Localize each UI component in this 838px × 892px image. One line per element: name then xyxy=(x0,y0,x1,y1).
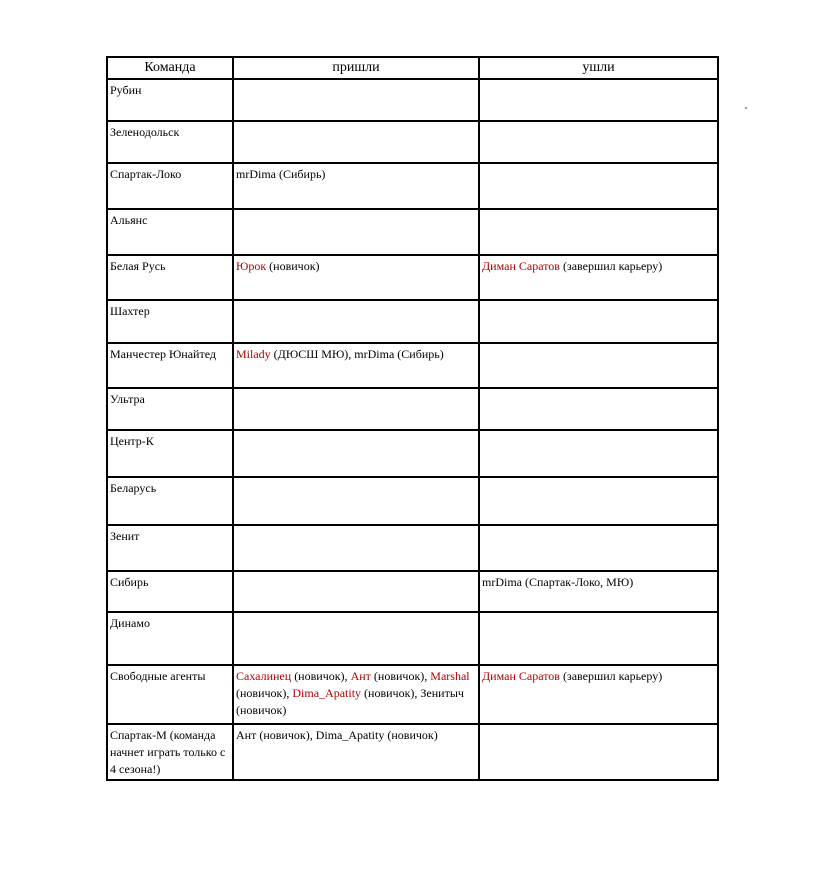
arrived-cell xyxy=(233,477,479,525)
arrived-cell xyxy=(233,612,479,665)
player-name-highlight: Marshal xyxy=(430,669,470,683)
team-cell: Спартак-Локо xyxy=(107,163,233,209)
arrived-cell xyxy=(233,343,479,388)
player-name-highlight: Milady xyxy=(236,347,271,361)
left-cell xyxy=(479,121,718,163)
left-cell xyxy=(479,300,718,343)
header-team: Команда xyxy=(107,57,233,79)
arrived-cell xyxy=(233,430,479,477)
player-name-highlight: Сахалинец xyxy=(236,669,292,683)
left-cell xyxy=(479,388,718,430)
table-row xyxy=(107,121,718,163)
team-cell: Манчестер Юнайтед xyxy=(107,343,233,388)
left-cell xyxy=(479,163,718,209)
cell-text: (новичок), xyxy=(291,669,351,683)
player-name-highlight: Dima_Apatity xyxy=(292,686,362,700)
table-row xyxy=(107,255,718,300)
arrived-cell xyxy=(233,255,479,300)
team-cell: Спартак-М (команда начнет играть только с 4 сезона!) xyxy=(107,724,233,780)
team-cell: Центр-К xyxy=(107,430,233,477)
arrived-cell xyxy=(233,79,479,121)
cell-text: mrDima (Сибирь) xyxy=(236,167,326,181)
left-cell xyxy=(479,724,718,780)
team-cell: Шахтер xyxy=(107,300,233,343)
arrived-cell xyxy=(233,525,479,571)
left-cell xyxy=(479,255,718,300)
team-cell: Рубин xyxy=(107,79,233,121)
cell-text: (завершил карьеру) xyxy=(559,669,663,683)
left-cell xyxy=(479,571,718,612)
left-cell xyxy=(479,612,718,665)
table-row xyxy=(107,343,718,388)
table-row xyxy=(107,79,718,121)
team-cell: Сибирь xyxy=(107,571,233,612)
header-arrived: пришли xyxy=(233,57,479,79)
player-name-highlight: Ант xyxy=(350,669,371,683)
left-cell xyxy=(479,430,718,477)
team-cell: Зенит xyxy=(107,525,233,571)
table-body xyxy=(107,79,718,780)
team-cell: Белая Русь xyxy=(107,255,233,300)
cell-text: (новичок), xyxy=(370,669,431,683)
cell-text: (завершил карьеру) xyxy=(559,259,663,273)
arrived-cell xyxy=(233,571,479,612)
team-cell: Свободные агенты xyxy=(107,665,233,724)
header-row xyxy=(107,57,718,79)
header-left: ушли xyxy=(479,57,718,79)
transfers-table xyxy=(106,56,719,781)
left-cell xyxy=(479,525,718,571)
table-row xyxy=(107,724,718,780)
arrived-cell xyxy=(233,209,479,255)
arrived-cell xyxy=(233,121,479,163)
cell-text: (новичок), xyxy=(236,686,293,700)
player-name-highlight: Диман Саратов xyxy=(482,669,560,683)
cell-text: mrDima (Спартак-Локо, МЮ) xyxy=(482,575,634,589)
left-cell xyxy=(479,665,718,724)
arrived-cell xyxy=(233,665,479,724)
cell-text: (ДЮСШ МЮ), mrDima (Сибирь) xyxy=(270,347,444,361)
table-row xyxy=(107,665,718,724)
team-cell: Беларусь xyxy=(107,477,233,525)
table-row xyxy=(107,430,718,477)
table-row xyxy=(107,477,718,525)
arrived-cell xyxy=(233,388,479,430)
table-row xyxy=(107,571,718,612)
player-name-highlight: Юрок xyxy=(236,259,267,273)
team-cell: Динамо xyxy=(107,612,233,665)
stray-dot xyxy=(745,107,747,109)
arrived-cell xyxy=(233,724,479,780)
arrived-cell xyxy=(233,163,479,209)
table-row xyxy=(107,209,718,255)
table-row xyxy=(107,612,718,665)
table-row xyxy=(107,163,718,209)
table-row xyxy=(107,300,718,343)
left-cell xyxy=(479,209,718,255)
table-row xyxy=(107,525,718,571)
cell-text: (новичок) xyxy=(266,259,320,273)
left-cell xyxy=(479,79,718,121)
cell-text: (новичок), Зенитыч (новичок) xyxy=(236,686,464,717)
arrived-cell xyxy=(233,300,479,343)
team-cell: Зеленодольск xyxy=(107,121,233,163)
left-cell xyxy=(479,477,718,525)
cell-text: Ант (новичок), Dima_Apatity (новичок) xyxy=(236,728,438,742)
team-cell: Ультра xyxy=(107,388,233,430)
team-cell: Альянс xyxy=(107,209,233,255)
player-name-highlight: Диман Саратов xyxy=(482,259,560,273)
table-row xyxy=(107,388,718,430)
left-cell xyxy=(479,343,718,388)
